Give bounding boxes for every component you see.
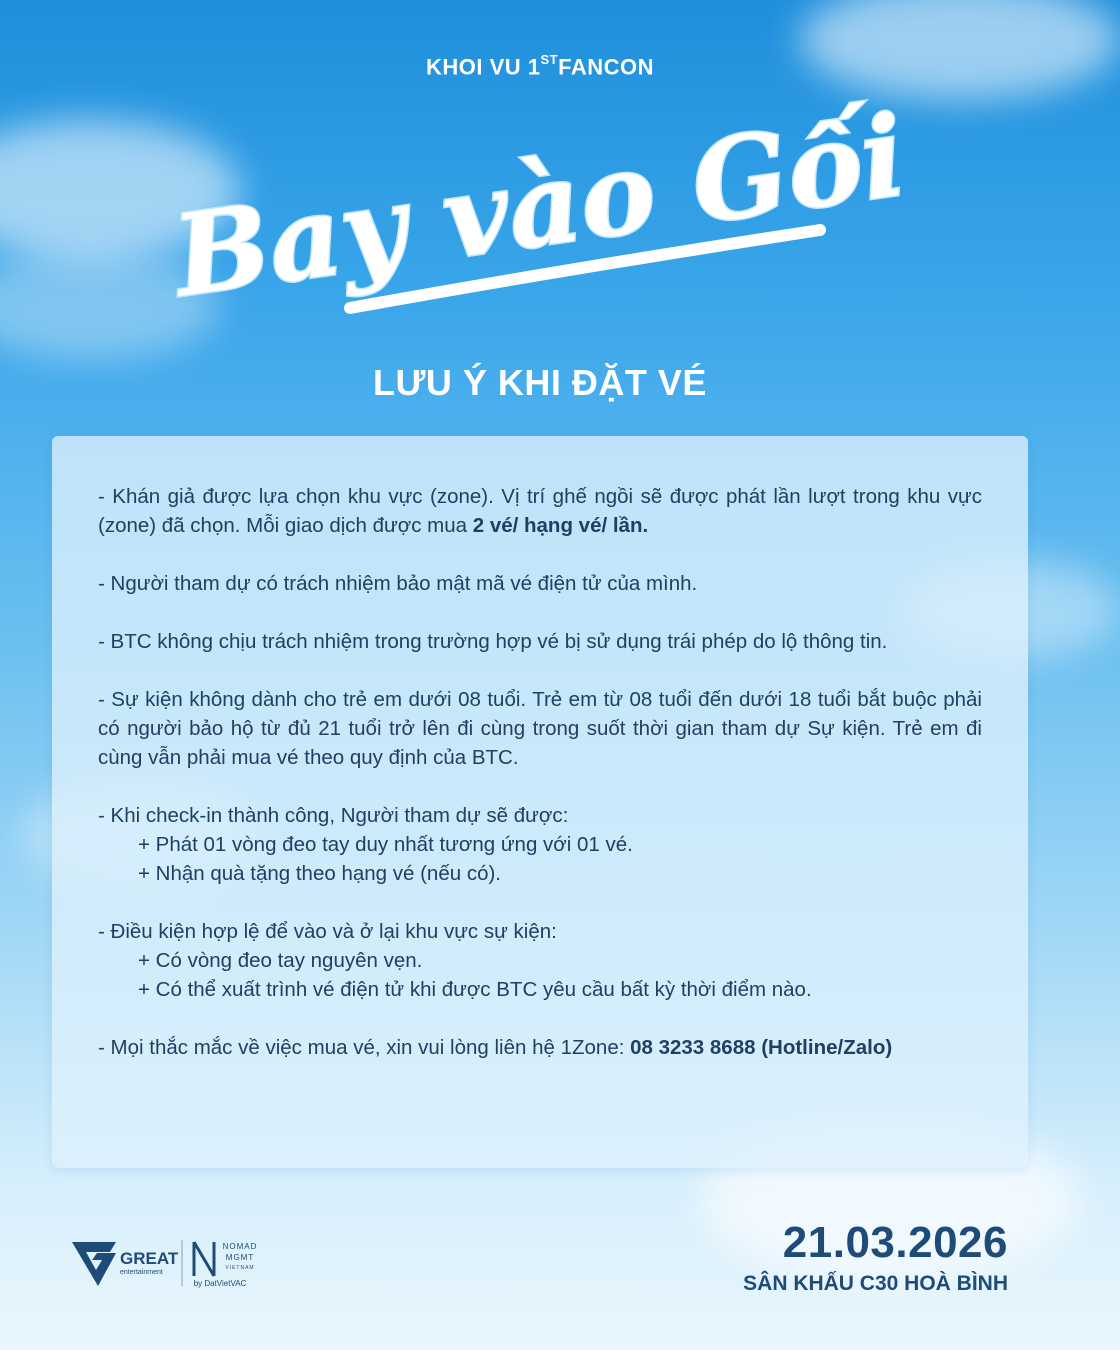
nomad-n-icon: [194, 1242, 214, 1276]
kicker-sup: ST: [540, 52, 559, 67]
note-highlight: 2 vé/ hạng vé/ lần.: [472, 514, 649, 537]
note-paragraph: [98, 1033, 982, 1062]
note-subitem: + Có thể xuất trình vé điện tử khi được BTC yêu cầu bất kỳ thời điểm nào.: [138, 978, 812, 1001]
note-subitem: + Phát 01 vòng đeo tay duy nhất tương ứng với 01 vé.: [138, 833, 633, 856]
section-title: LƯU Ý KHI ĐẶT VÉ: [373, 362, 707, 403]
note-paragraph: [98, 917, 982, 1004]
notes-panel: [52, 436, 1028, 1168]
notes-body: [98, 482, 982, 1062]
logo-text: Bay vào Gối: [166, 90, 913, 323]
bay-vao-goi-logo: [166, 80, 913, 330]
note-paragraph: - Người tham dự có trách nhiệm bảo mật mã vé điện tử của mình.: [98, 572, 698, 595]
note-intro: - Khi check-in thành công, Người tham dự sẽ được:: [98, 804, 569, 827]
nomad-by: by DatVietVAC: [193, 1279, 247, 1288]
note-intro: - Điều kiện hợp lệ để vào và ở lại khu vực sự kiện:: [98, 920, 557, 943]
kicker-tail: FANCON: [558, 54, 655, 80]
great-sub: entertainment: [120, 1269, 163, 1276]
nomad-line3: VIETNAM: [225, 1265, 255, 1271]
great-entertainment-logo: [72, 1242, 179, 1286]
note-paragraph: [98, 482, 982, 540]
nomad-line1: NOMAD: [222, 1242, 258, 1251]
note-text: - Khán giả được lựa chọn khu vực (zone). Vị trí ghế ngồi sẽ được phát lần lượt trong khu vực (zone) đã chọn. Mỗi giao dịch được mua: [98, 485, 982, 537]
note-paragraph: [98, 801, 982, 888]
event-date: 21.03.2026: [782, 1218, 1008, 1267]
note-text: - Mọi thắc mắc về việc mua vé, xin vui lòng liên hệ 1Zone:: [98, 1036, 631, 1059]
note-subitem: + Nhận quà tặng theo hạng vé (nếu có).: [138, 862, 502, 885]
great-name: GREAT: [120, 1249, 179, 1268]
nomad-mgmt-logo: [194, 1242, 258, 1288]
great-g-icon: [72, 1242, 116, 1286]
note-paragraph: - Sự kiện không dành cho trẻ em dưới 08 tuổi. Trẻ em từ 08 tuổi đến dưới 18 tuổi bắt buộc phải có người bảo hộ từ đủ 21 tuổi trở lên đi cùng trong suốt thời gian tham dự Sự kiện. Trẻ em đi cùng vẫn phải mua vé theo quy định của BTC.: [98, 688, 982, 769]
fancon-kicker: [0, 54, 1080, 80]
partner-logos: [70, 1236, 290, 1292]
note-subitem: + Có vòng đeo tay nguyên vẹn.: [138, 949, 423, 972]
nomad-line2: MGMT: [225, 1253, 255, 1262]
event-venue: SÂN KHẤU C30 HOÀ BÌNH: [743, 1272, 1008, 1295]
kicker-main: KHOI VU 1: [425, 54, 541, 80]
hotline-number: 08 3233 8688 (Hotline/Zalo): [630, 1036, 893, 1059]
note-paragraph: - BTC không chịu trách nhiệm trong trường hợp vé bị sử dụng trái phép do lộ thông tin.: [98, 630, 888, 653]
